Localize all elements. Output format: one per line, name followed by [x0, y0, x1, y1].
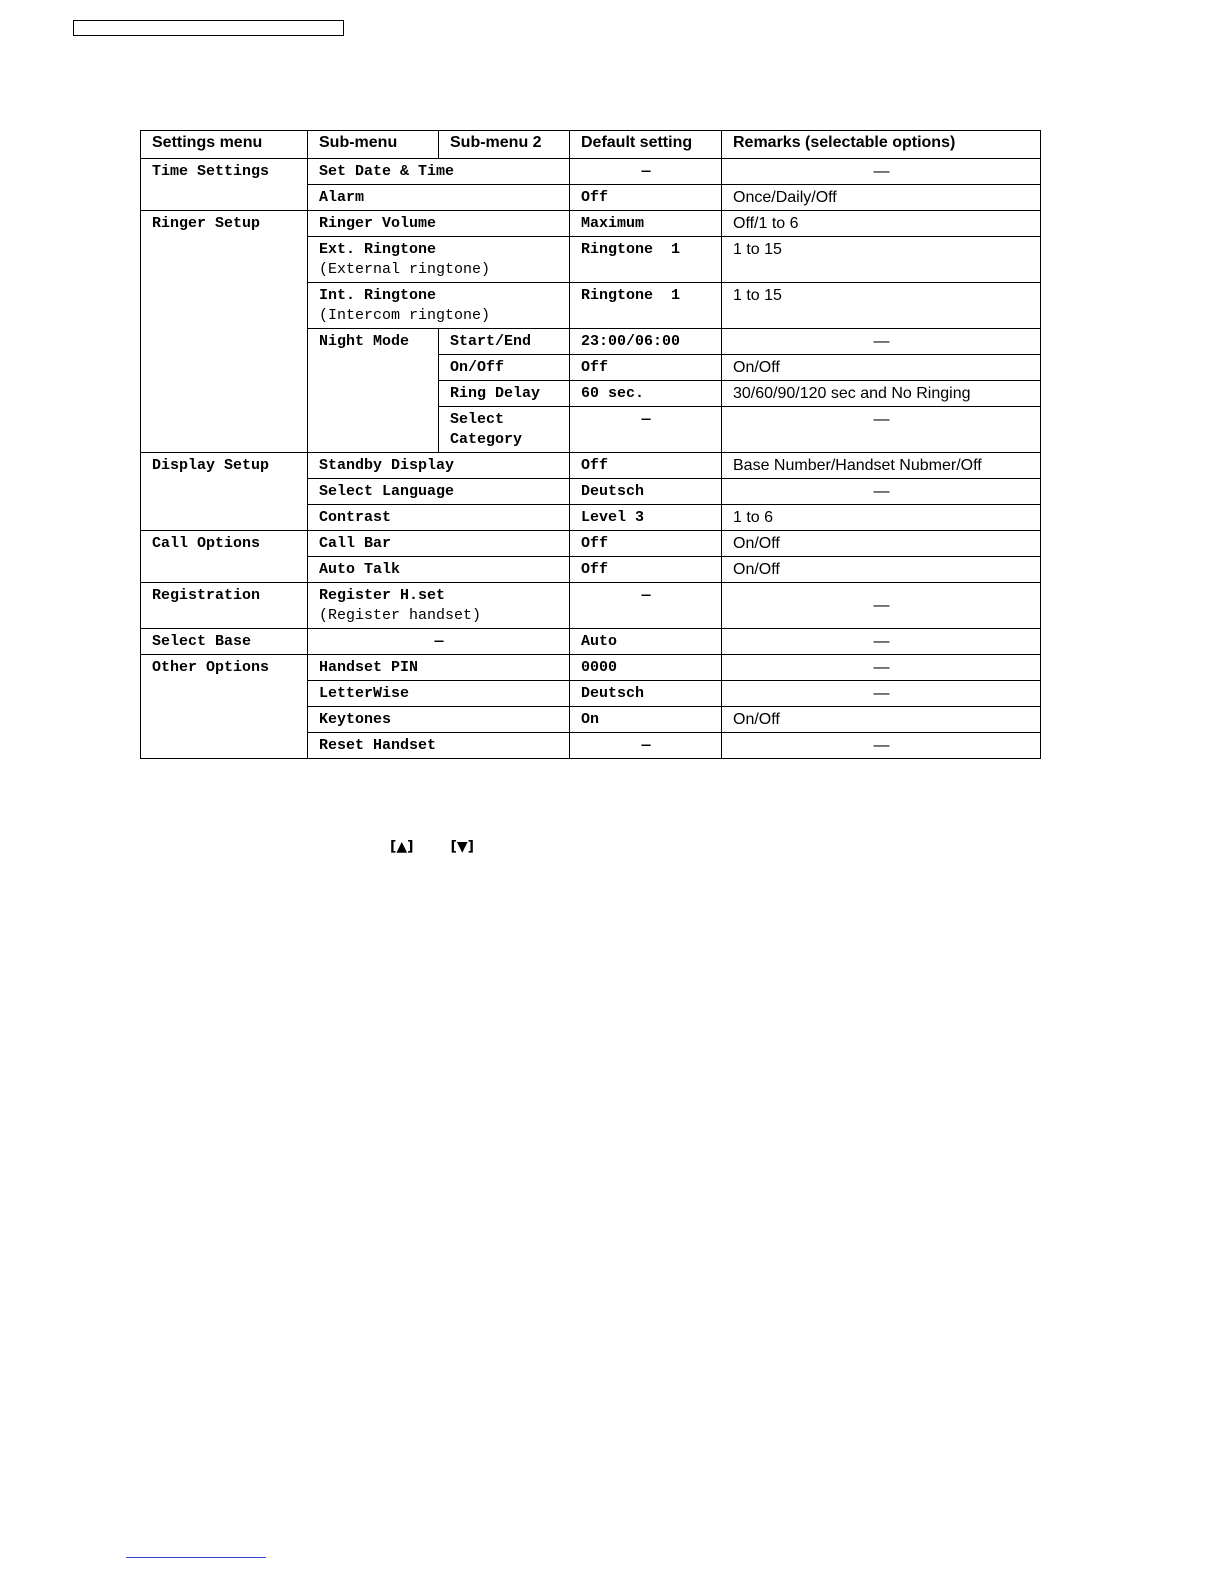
- register-label: Register H.set: [319, 587, 446, 604]
- menu-registration: Registration: [141, 583, 308, 629]
- table-header-row: [141, 131, 1041, 159]
- submenu-handset-pin: Handset PIN: [308, 655, 570, 681]
- default-cell: —: [570, 733, 722, 759]
- remark-cell: —: [722, 655, 1041, 681]
- int-ringtone-label: Int. Ringtone: [319, 287, 437, 304]
- default-cell: Auto: [570, 629, 722, 655]
- table-row: [141, 159, 1041, 185]
- default-cell: Maximum: [570, 211, 722, 237]
- submenu-int-ringtone: [308, 283, 570, 329]
- menu-ringer-setup: Ringer Setup: [141, 211, 308, 453]
- submenu-select-language: Select Language: [308, 479, 570, 505]
- submenu-auto-talk: Auto Talk: [308, 557, 570, 583]
- table-row: [141, 211, 1041, 237]
- submenu-call-bar: Call Bar: [308, 531, 570, 557]
- submenu-night-mode: Night Mode: [308, 329, 439, 453]
- default-cell: Deutsch: [570, 479, 722, 505]
- default-cell: Off: [570, 185, 722, 211]
- menu-call-options: Call Options: [141, 531, 308, 583]
- menu-select-base: Select Base: [141, 629, 308, 655]
- table-row: [141, 583, 1041, 629]
- menu-time-settings: Time Settings: [141, 159, 308, 211]
- select-category-line1: Select: [450, 411, 505, 428]
- submenu2-select-category: [439, 407, 570, 453]
- remark-cell: —: [722, 407, 1041, 453]
- remark-cell: 1 to 6: [722, 505, 1041, 531]
- register-sublabel: (Register handset): [319, 607, 482, 624]
- default-cell: Level 3: [570, 505, 722, 531]
- table-row: [141, 655, 1041, 681]
- int-ringtone-sublabel: (Intercom ringtone): [319, 307, 491, 324]
- remark-cell: —: [722, 479, 1041, 505]
- ext-ringtone-label: Ext. Ringtone: [319, 241, 437, 258]
- submenu2-start-end: Start/End: [439, 329, 570, 355]
- default-cell: Off: [570, 531, 722, 557]
- submenu-standby-display: Standby Display: [308, 453, 570, 479]
- default-cell: Off: [570, 557, 722, 583]
- remark-cell: —: [722, 733, 1041, 759]
- submenu-contrast: Contrast: [308, 505, 570, 531]
- ext-ringtone-sublabel: (External ringtone): [319, 261, 491, 278]
- default-cell: Ringtone 1: [570, 237, 722, 283]
- remark-cell: —: [722, 329, 1041, 355]
- remark-cell: 30/60/90/120 sec and No Ringing: [722, 381, 1041, 407]
- submenu-ringer-volume: Ringer Volume: [308, 211, 570, 237]
- remark-cell: —: [722, 159, 1041, 185]
- default-cell: —: [570, 407, 722, 453]
- menu-display-setup: Display Setup: [141, 453, 308, 531]
- remark-cell: On/Off: [722, 355, 1041, 381]
- default-cell: Off: [570, 453, 722, 479]
- down-key-icon: [▼]: [450, 839, 475, 855]
- submenu-alarm: Alarm: [308, 185, 570, 211]
- default-cell: 0000: [570, 655, 722, 681]
- submenu-ext-ringtone: [308, 237, 570, 283]
- settings-table: [140, 130, 1041, 759]
- header-default-setting: Default setting: [570, 131, 722, 159]
- default-cell: 60 sec.: [570, 381, 722, 407]
- table-row: [141, 629, 1041, 655]
- remark-cell: Once/Daily/Off: [722, 185, 1041, 211]
- footer-link-underline: [126, 1557, 266, 1558]
- header-settings-menu: Settings menu: [141, 131, 308, 159]
- default-cell: Deutsch: [570, 681, 722, 707]
- default-cell: On: [570, 707, 722, 733]
- submenu-cell: —: [308, 629, 570, 655]
- default-cell: —: [570, 159, 722, 185]
- table-row: [141, 453, 1041, 479]
- header-remarks: Remarks (selectable options): [722, 131, 1041, 159]
- remark-cell: 1 to 15: [722, 283, 1041, 329]
- submenu-set-date-time: Set Date & Time: [308, 159, 570, 185]
- remark-cell: On/Off: [722, 531, 1041, 557]
- menu-other-options: Other Options: [141, 655, 308, 759]
- remark-cell: Off/1 to 6: [722, 211, 1041, 237]
- submenu-reset-handset: Reset Handset: [308, 733, 570, 759]
- remark-cell: 1 to 15: [722, 237, 1041, 283]
- remark-cell: —: [722, 681, 1041, 707]
- select-category-line2: Category: [450, 431, 523, 448]
- header-sub-menu: Sub-menu: [308, 131, 439, 159]
- submenu-letterwise: LetterWise: [308, 681, 570, 707]
- submenu2-on-off: On/Off: [439, 355, 570, 381]
- table-row: [141, 531, 1041, 557]
- submenu-keytones: Keytones: [308, 707, 570, 733]
- header-sub-menu-2: Sub-menu 2: [439, 131, 570, 159]
- default-cell: Ringtone 1: [570, 283, 722, 329]
- remark-cell: On/Off: [722, 557, 1041, 583]
- remark-cell: —: [722, 629, 1041, 655]
- default-cell: —: [570, 583, 722, 629]
- default-cell: Off: [570, 355, 722, 381]
- remark-cell: Base Number/Handset Nubmer/Off: [722, 453, 1041, 479]
- remark-cell: On/Off: [722, 707, 1041, 733]
- remark-cell: —: [722, 583, 1041, 629]
- nav-keys: [390, 839, 506, 855]
- up-key-icon: [▲]: [390, 839, 414, 855]
- submenu2-ring-delay: Ring Delay: [439, 381, 570, 407]
- submenu-register-hset: [308, 583, 570, 629]
- default-cell: 23:00/06:00: [570, 329, 722, 355]
- header-box: [73, 20, 344, 36]
